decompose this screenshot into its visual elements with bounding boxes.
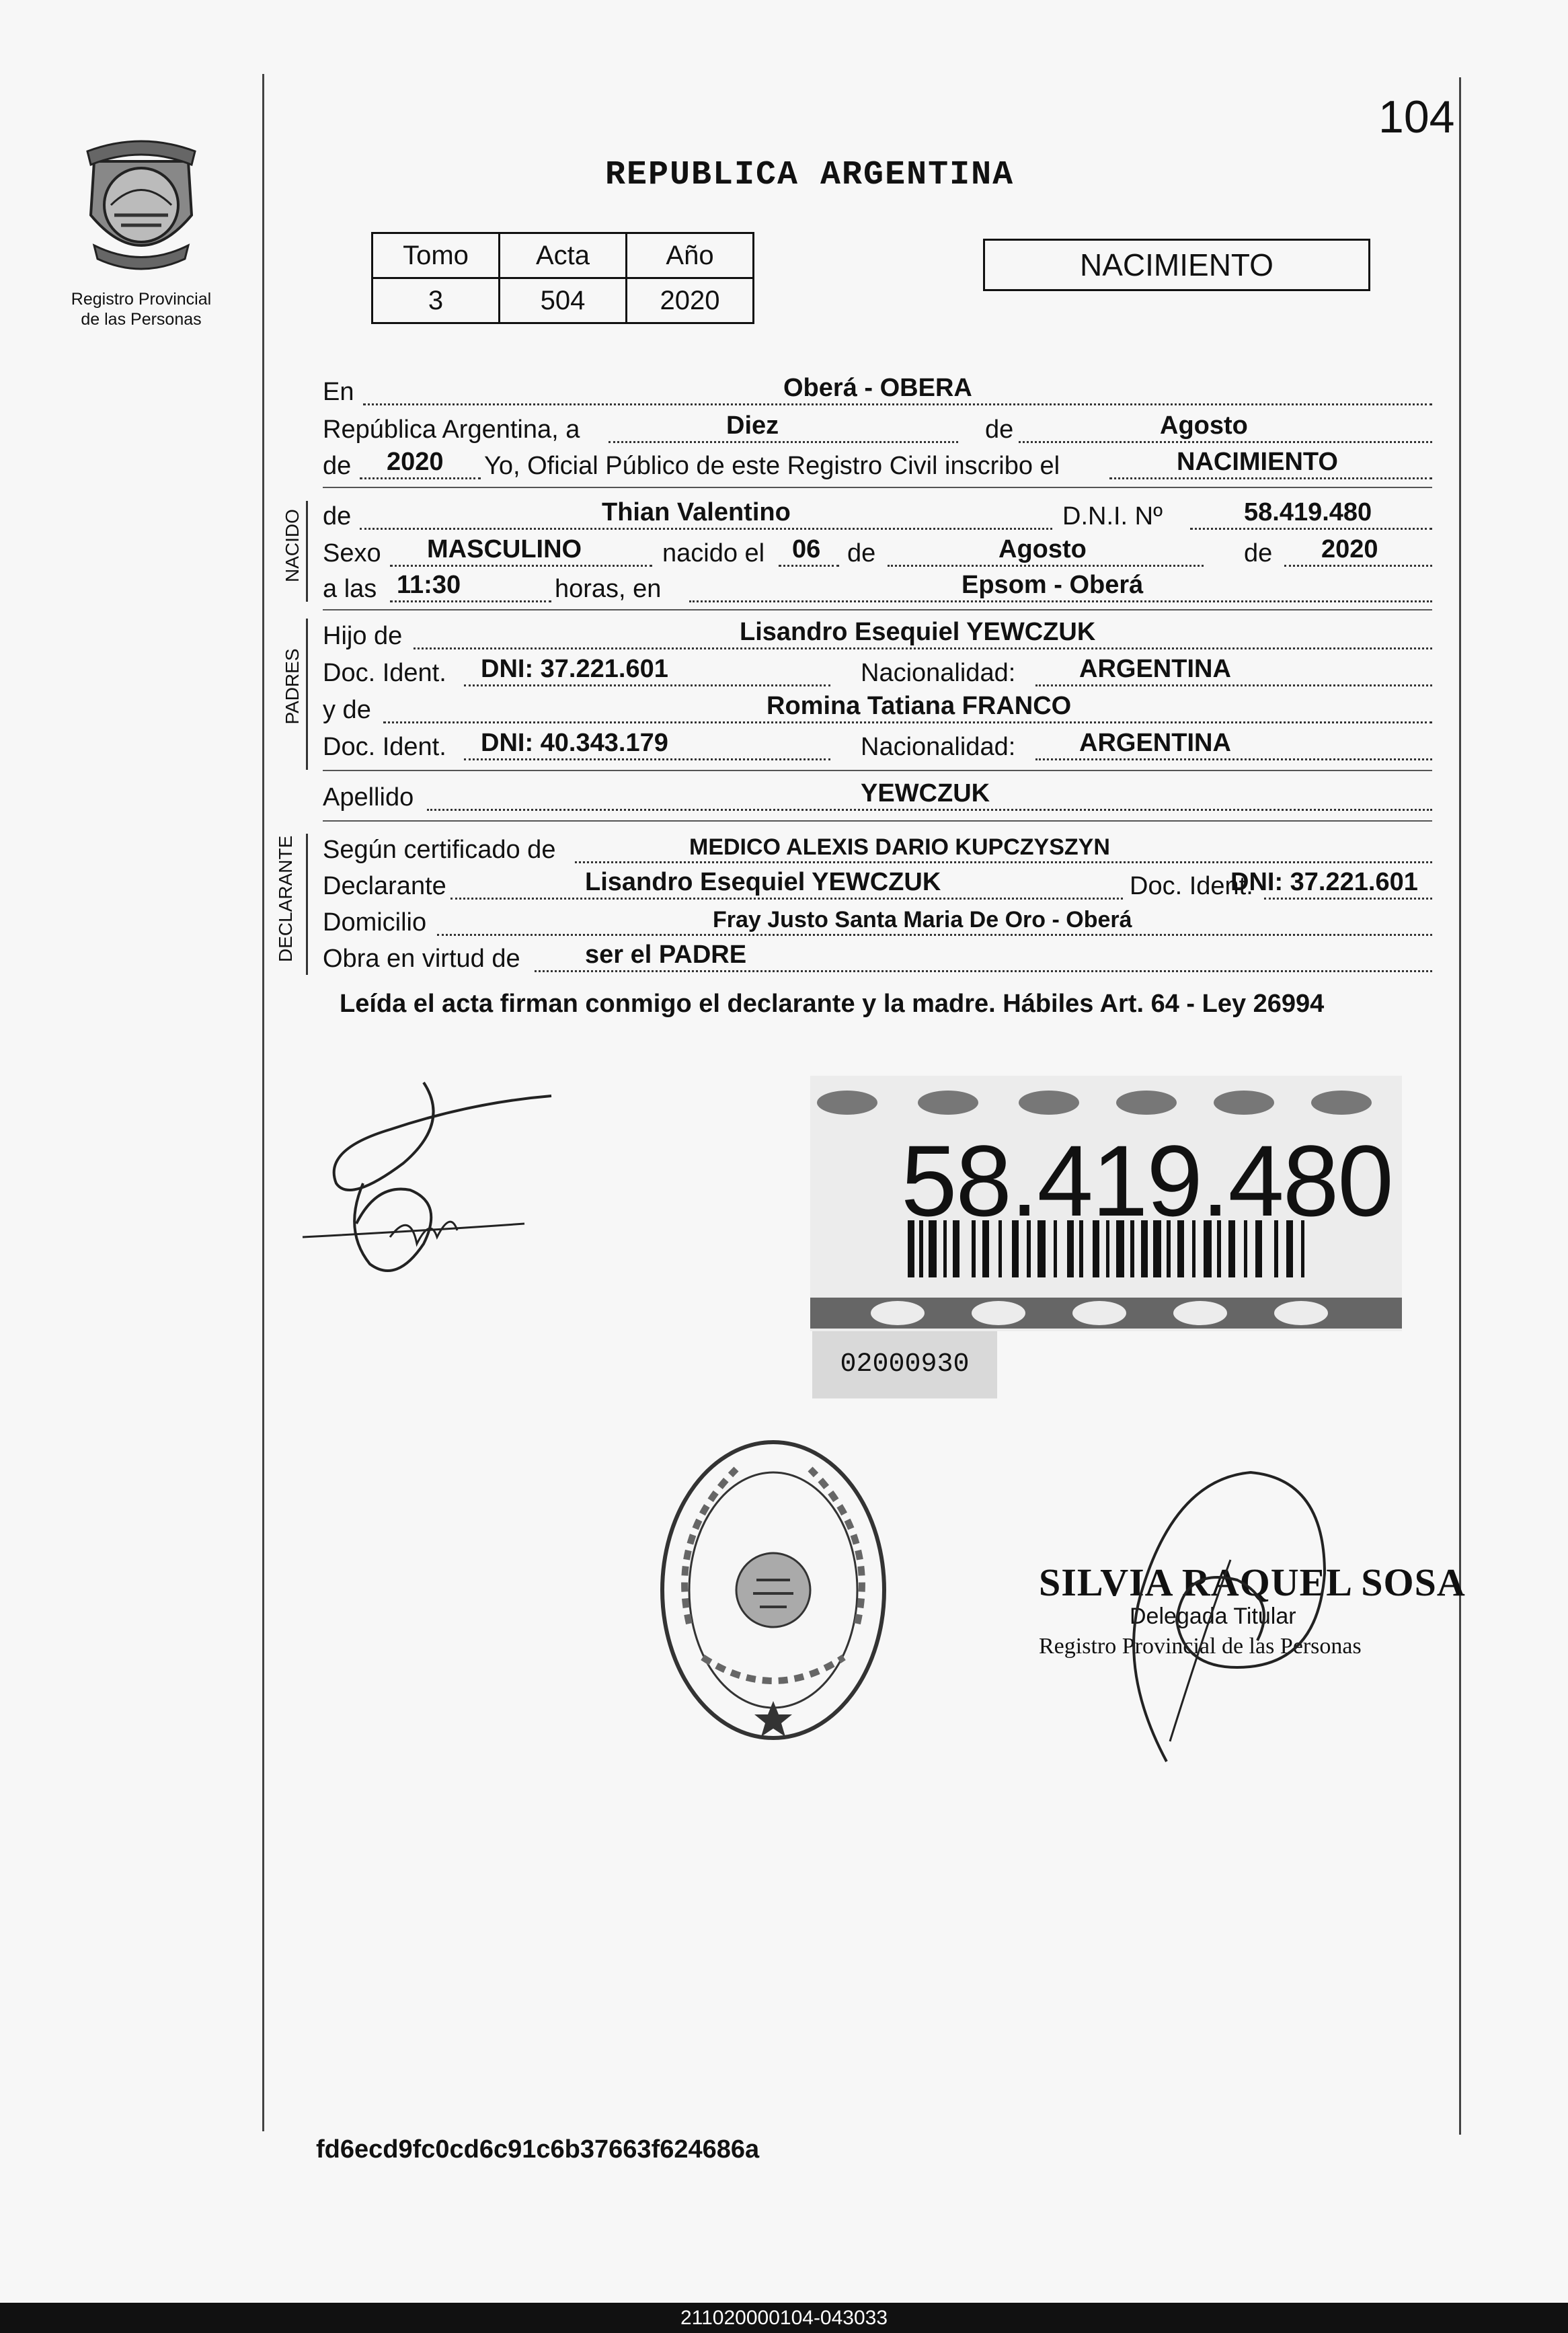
de-label: de <box>323 502 352 530</box>
apellido-value: YEWCZUK <box>861 779 990 807</box>
child-name-value: Thian Valentino <box>602 498 791 526</box>
act-type-value: NACIMIENTO <box>1177 448 1338 476</box>
document-title: REPUBLICA ARGENTINA <box>605 156 1015 194</box>
section-divider <box>323 609 1432 610</box>
certificado-row <box>323 831 1432 869</box>
year-row <box>323 447 1432 485</box>
birth-day-value: 06 <box>792 535 821 563</box>
delegation-stamp-icon <box>656 1435 891 1745</box>
father-name-value: Lisandro Esequiel YEWCZUK <box>740 618 1096 646</box>
father-doc-row <box>323 654 1432 692</box>
tomo-value: 3 <box>373 278 500 323</box>
registry-label-line1: Registro Provincial <box>71 290 212 309</box>
acta-value: 504 <box>500 278 627 323</box>
declarante-doc-value: DNI: 37.221.601 <box>1230 868 1418 896</box>
left-margin-line <box>262 74 264 2131</box>
y-de-row <box>323 691 1432 729</box>
footer-bar <box>0 2303 1568 2333</box>
record-type-box: NACIMIENTO <box>983 239 1370 291</box>
padres-bracket <box>306 619 308 770</box>
en-label: En <box>323 378 354 406</box>
mother-doc-value: DNI: 40.343.179 <box>481 729 668 757</box>
doc-ident-label: Doc. Ident. <box>1130 872 1253 900</box>
dni-label: D.N.I. Nº <box>1062 502 1163 530</box>
birth-place-value: Epsom - Oberá <box>962 571 1144 599</box>
table-header: Tomo <box>373 233 500 278</box>
official-signature-icon <box>1103 1466 1358 1775</box>
dni-sticker-number: 58.419.480 <box>901 1124 1393 1237</box>
declarante-bracket <box>306 834 308 975</box>
month-value: Agosto <box>1160 411 1248 440</box>
domicilio-label: Domicilio <box>323 908 427 937</box>
horas-label: horas, en <box>555 575 662 603</box>
birth-month-value: Agosto <box>998 535 1087 563</box>
sexo-row <box>323 535 1432 572</box>
declarante-label: Declarante <box>323 872 446 900</box>
right-margin-line <box>1459 77 1461 2135</box>
child-dni-value: 58.419.480 <box>1244 498 1372 526</box>
father-doc-value: DNI: 37.221.601 <box>481 655 668 683</box>
declarante-section-label: DECLARANTE <box>275 835 296 962</box>
de-label: de <box>847 539 876 567</box>
nacido-el-label: nacido el <box>662 539 765 567</box>
obra-row <box>323 940 1432 978</box>
nacido-bracket <box>306 501 308 602</box>
certificado-label: Según certificado de <box>323 836 556 864</box>
en-row <box>323 373 1432 411</box>
a-las-label: a las <box>323 575 377 603</box>
registry-label-line2: de las Personas <box>81 310 202 329</box>
official-registry: Registro Provincial de las Personas <box>1039 1634 1362 1659</box>
obra-label: Obra en virtud de <box>323 945 520 973</box>
birth-time-value: 11:30 <box>397 571 461 599</box>
sexo-label: Sexo <box>323 539 381 567</box>
y-de-label: y de <box>323 696 371 724</box>
father-nat-value: ARGENTINA <box>1079 655 1231 683</box>
nacionalidad-label: Nacionalidad: <box>861 659 1016 687</box>
registry-label <box>47 289 235 329</box>
republica-label: República Argentina, a <box>323 416 580 444</box>
sex-value: MASCULINO <box>427 535 582 563</box>
domicilio-value: Fray Justo Santa Maria De Oro - Oberá <box>713 907 1132 933</box>
de-label: de <box>1244 539 1273 567</box>
certificado-value: MEDICO ALEXIS DARIO KUPCZYSZYN <box>689 834 1110 860</box>
nacionalidad-label: Nacionalidad: <box>861 733 1016 761</box>
apellido-row <box>323 779 1432 816</box>
day-value: Diez <box>726 411 779 440</box>
declarant-signature-icon <box>296 1069 565 1304</box>
mother-name-value: Romina Tatiana FRANCO <box>767 692 1072 720</box>
table-header: Año <box>627 233 754 278</box>
padres-section-label: PADRES <box>282 648 303 725</box>
closing-statement: Leída el acta firman conmigo el declarante y la madre. Hábiles Art. 64 - Ley 26994 <box>340 990 1325 1018</box>
hora-row <box>323 570 1432 608</box>
official-title: Delegada Titular <box>1130 1604 1296 1629</box>
mother-doc-row <box>323 728 1432 766</box>
official-name: SILVIA RAQUEL SOSA <box>1039 1560 1466 1604</box>
page-number: 104 <box>1378 91 1455 143</box>
doc-ident-label: Doc. Ident. <box>323 733 446 761</box>
obra-value: ser el PADRE <box>585 941 747 969</box>
footer-code: 211020000104-043033 <box>680 2307 888 2329</box>
nacido-name-row <box>323 498 1432 535</box>
place-value: Oberá - OBERA <box>783 374 972 402</box>
sticker-code: 02000930 <box>812 1331 997 1398</box>
section-divider <box>323 487 1432 488</box>
apellido-label: Apellido <box>323 783 414 812</box>
domicilio-row <box>323 904 1432 941</box>
declarante-row <box>323 867 1432 905</box>
hijo-de-row <box>323 617 1432 655</box>
birth-year-value: 2020 <box>1321 535 1378 563</box>
province-seal-icon <box>74 134 208 282</box>
declarante-name-value: Lisandro Esequiel YEWCZUK <box>585 868 941 896</box>
republica-row <box>323 411 1432 448</box>
mother-nat-value: ARGENTINA <box>1079 729 1231 757</box>
ano-value: 2020 <box>627 278 754 323</box>
section-divider <box>323 770 1432 771</box>
table-header: Acta <box>500 233 627 278</box>
doc-ident-label: Doc. Ident. <box>323 659 446 687</box>
nacido-section-label: NACIDO <box>282 509 303 582</box>
section-divider <box>323 820 1432 822</box>
de-label: de <box>985 416 1014 444</box>
document-hash: fd6ecd9fc0cd6c91c6b37663f624686a <box>316 2135 760 2164</box>
year-value: 2020 <box>387 448 444 476</box>
yo-label: Yo, Oficial Público de este Registro Civil inscribo el <box>484 452 1060 480</box>
de-label: de <box>323 452 352 480</box>
hijo-de-label: Hijo de <box>323 622 403 650</box>
tomo-acta-ano-table <box>371 232 754 324</box>
